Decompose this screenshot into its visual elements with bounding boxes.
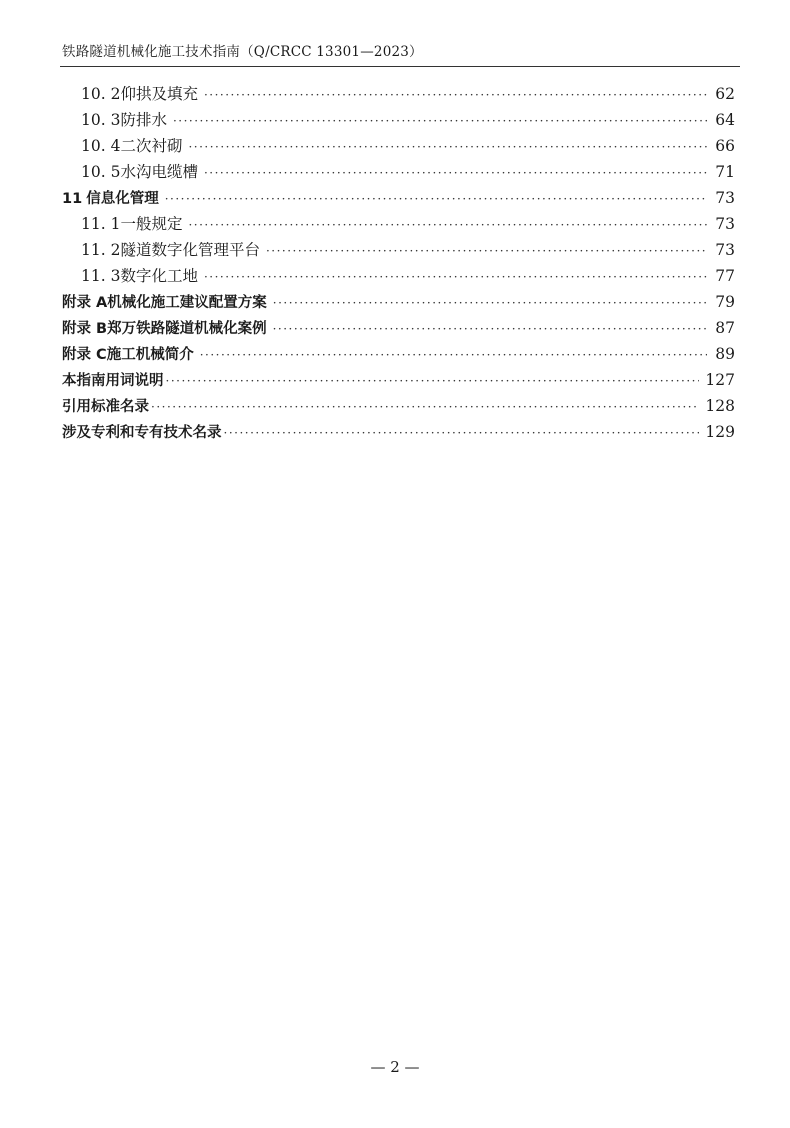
toc-entry-page: 71 (715, 163, 735, 181)
toc-entry-page: 89 (715, 345, 735, 363)
toc-entry-title: 防排水 (120, 111, 167, 129)
toc-entry-number: 11. 2 (81, 241, 121, 259)
toc-entry[interactable] (62, 159, 735, 185)
dot-leader (266, 238, 707, 264)
toc-entry-page: 128 (705, 397, 735, 415)
dot-leader (173, 108, 707, 134)
toc-entry-page: 62 (715, 85, 735, 103)
toc-entry-page: 129 (705, 423, 735, 441)
toc-entry[interactable] (62, 211, 735, 237)
toc-appendix-entry[interactable] (62, 289, 735, 315)
dot-leader (166, 368, 700, 394)
toc-entry-title: 机械化施工建议配置方案 (107, 295, 267, 311)
dot-leader (204, 160, 707, 186)
toc-entry-title: 引用标准名录 (62, 399, 149, 415)
toc-entry-title: 仰拱及填充 (120, 85, 198, 103)
toc-entry[interactable] (62, 237, 735, 263)
page-number: — 2 — (370, 1058, 420, 1076)
toc-entry-page: 66 (715, 137, 735, 155)
toc-entry-title: 一般规定 (120, 215, 183, 233)
toc-entry[interactable] (62, 81, 735, 107)
toc-appendix-entry[interactable] (62, 341, 735, 367)
header-rule (60, 66, 740, 67)
dot-leader (204, 82, 707, 108)
toc-entry-page: 73 (715, 241, 735, 259)
toc-entry[interactable] (62, 107, 735, 133)
toc-entry-number: 附录 A (62, 295, 108, 311)
toc-back-matter-entry[interactable] (62, 393, 735, 419)
toc-entry-title: 水沟电缆槽 (120, 163, 198, 181)
toc-entry-title: 隧道数字化管理平台 (120, 241, 260, 259)
toc-appendix-entry[interactable] (62, 315, 735, 341)
toc-entry-title: 郑万铁路隧道机械化案例 (107, 321, 267, 337)
toc-entry-page: 79 (715, 293, 735, 311)
dot-leader (188, 212, 707, 238)
table-of-contents (62, 81, 735, 445)
toc-entry-page: 64 (715, 111, 735, 129)
toc-entry-page: 87 (715, 319, 735, 337)
toc-entry-title: 施工机械简介 (106, 347, 194, 363)
toc-entry-number: 附录 C (62, 347, 107, 363)
dot-leader (188, 134, 707, 160)
toc-entry-title: 信息化管理 (86, 191, 159, 207)
toc-entry-number: 10. 4 (81, 137, 121, 155)
toc-entry[interactable] (62, 133, 735, 159)
toc-entry-page: 73 (715, 189, 735, 207)
toc-entry[interactable] (62, 263, 735, 289)
toc-entry-number: 附录 B (62, 321, 108, 337)
toc-entry-number: 10. 2 (81, 85, 121, 103)
toc-back-matter-entry[interactable] (62, 419, 735, 445)
dot-leader (224, 420, 700, 446)
toc-entry-page: 73 (715, 215, 735, 233)
toc-entry-title: 数字化工地 (120, 267, 198, 285)
toc-entry-title: 涉及专利和专有技术名录 (62, 425, 222, 441)
dot-leader (151, 394, 699, 420)
dot-leader (200, 342, 707, 368)
toc-entry-title: 本指南用词说明 (62, 373, 164, 389)
toc-entry-page: 77 (715, 267, 735, 285)
toc-chapter-entry[interactable] (62, 185, 735, 211)
toc-entry-number: 11. 1 (81, 215, 121, 233)
toc-entry-number: 11 (62, 191, 83, 207)
toc-back-matter-entry[interactable] (62, 367, 735, 393)
dot-leader (273, 290, 707, 316)
toc-entry-number: 10. 3 (81, 111, 121, 129)
dot-leader (273, 316, 707, 342)
toc-entry-number: 11. 3 (81, 267, 121, 285)
dot-leader (165, 186, 707, 212)
toc-entry-number: 10. 5 (81, 163, 121, 181)
toc-entry-page: 127 (705, 371, 735, 389)
running-header: 铁路隧道机械化施工技术指南（Q/CRCC 13301—2023） (62, 44, 423, 60)
toc-entry-title: 二次衬砌 (120, 137, 183, 155)
dot-leader (204, 264, 707, 290)
